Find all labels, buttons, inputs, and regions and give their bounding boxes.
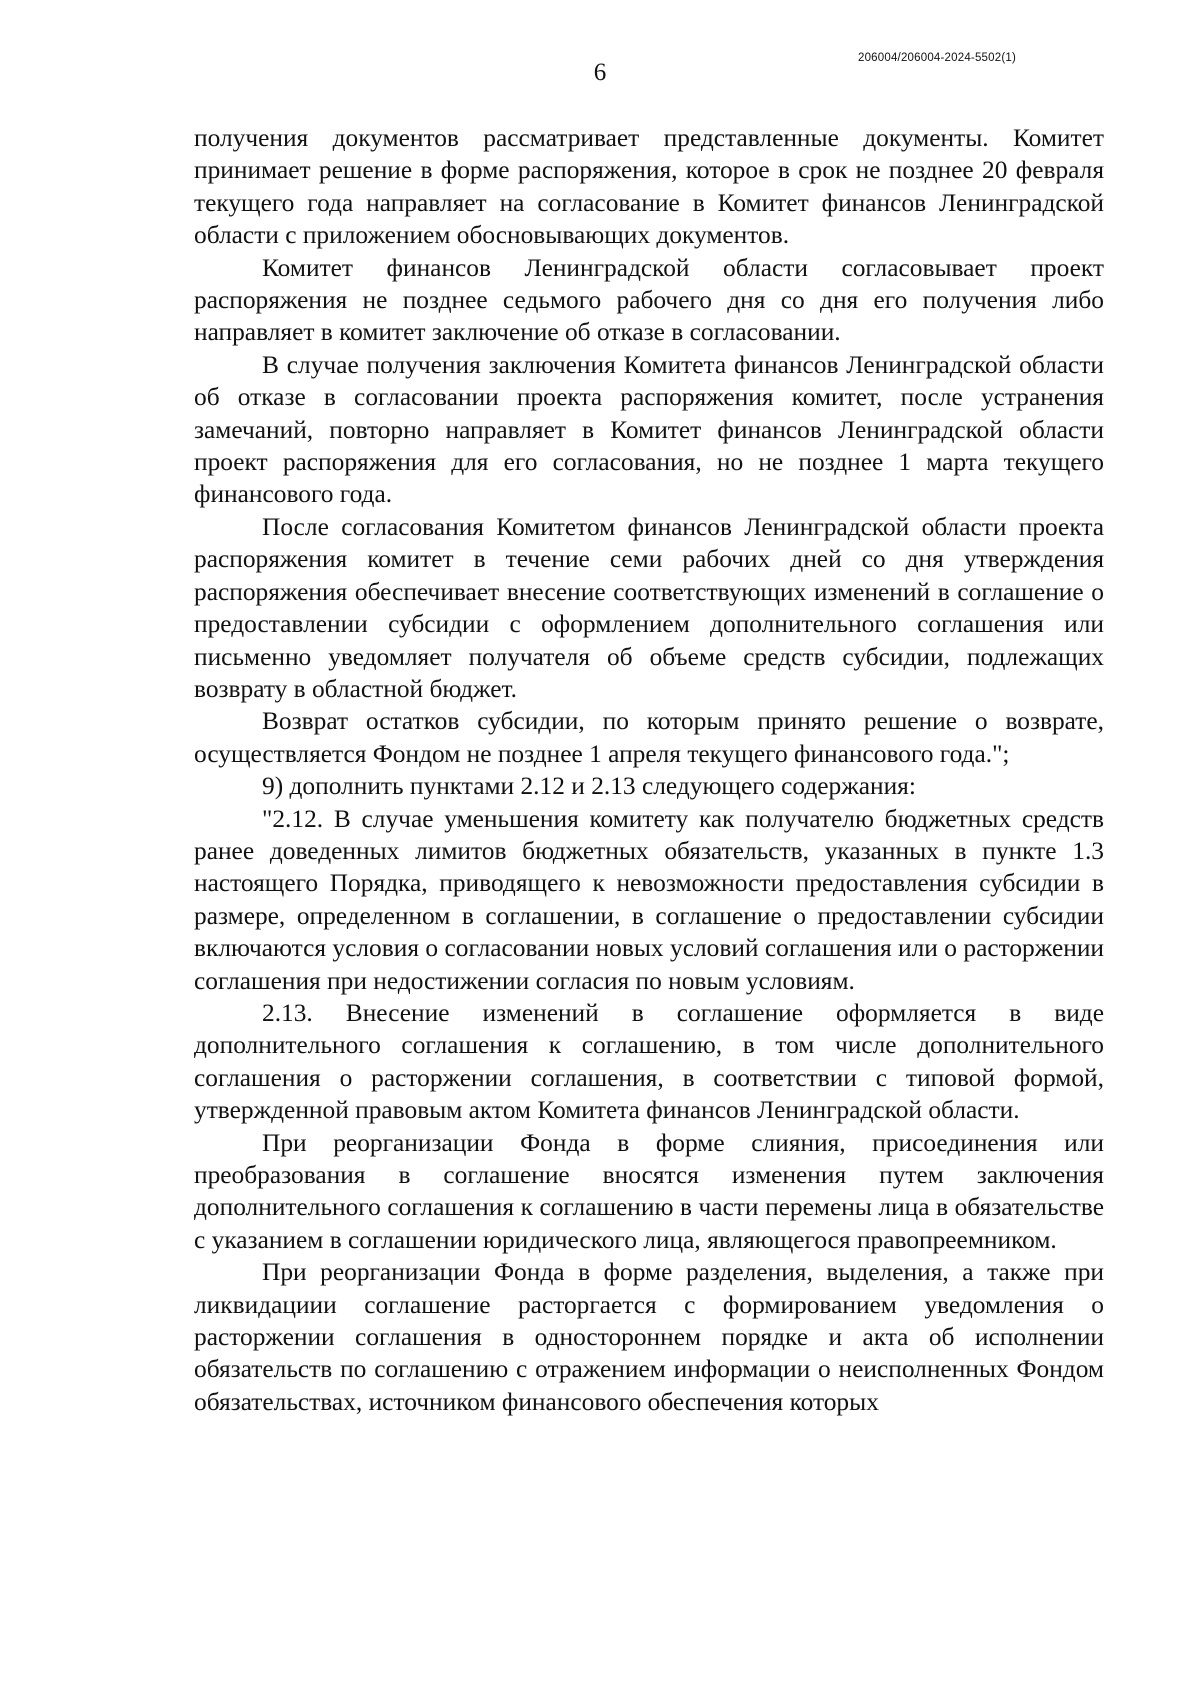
- document-body: [194, 122, 1104, 1418]
- paragraph-9: При реорганизации Фонда в форме слияния, присоединения или преобразования в соглашение вносятся изменения путем заключения дополнительного соглашения к соглашению в части перемены лица в обязательстве с указанием в соглашении юридического лица, являющегося правопреемником.: [194, 1128, 1104, 1254]
- page-number: 6: [593, 59, 607, 86]
- paragraph-8: 2.13. Внесение изменений в соглашение оформляется в виде дополнительного соглашения к соглашению, в том числе дополнительного соглашения о расторжении соглашения, в соответствии с типовой формой, утвержденной правовым актом Комитета финансов Ленинградской области.: [194, 998, 1104, 1125]
- document-id: 206004/206004-2024-5502(1): [857, 52, 1016, 64]
- paragraph-4: После согласования Комитетом финансов Ленинградской области проекта распоряжения комитет в течение семи рабочих дней со дня утверждения распоряжения обеспечивает внесение соответствующих изменений в соглашение о предоставлении субсидии с оформлением дополнительного соглашения или письменно уведомляет получателя об объеме средств субсидии, подлежащих возврату в областной бюджет.: [194, 512, 1104, 703]
- paragraph-10: При реорганизации Фонда в форме разделения, выделения, а также при ликвидациии соглашение расторгается с формированием уведомления о расторжении соглашения в одностороннем порядке и акта об исполнении обязательств по соглашению с отражением информации о неисполненных Фондом обязательствах, источником финансового обеспечения которых: [194, 1258, 1104, 1416]
- paragraph-2: Комитет финансов Ленинградской области согласовывает проект распоряжения не позднее седьмого рабочего дня со дня его получения либо направляет в комитет заключение об отказе в согласовании.: [194, 253, 1104, 347]
- paragraph-5: Возврат остатков субсидии, по которым принято решение о возврате, осуществляется Фондом не позднее 1 апреля текущего финансового года.";: [194, 707, 1104, 768]
- paragraph-7: "2.12. В случае уменьшения комитету как получателю бюджетных средств ранее доведенных лимитов бюджетных обязательств, указанных в пункте 1.3 настоящего Порядка, приводящего к невозможности предоставления субсидии в размере, определенном в соглашении, в соглашение о предоставлении субсидии включаются условия о согласовании новых условий соглашения или о расторжении соглашения при недостижении согласия по новым условиям.: [194, 804, 1104, 995]
- paragraph-6: 9) дополнить пунктами 2.12 и 2.13 следующего содержания:: [262, 772, 916, 801]
- paragraph-1: получения документов рассматривает представленные документы. Комитет принимает решение в форме распоряжения, которое в срок не позднее 20 февраля текущего года направляет на согласование в Комитет финансов Ленинградской области с приложением обосновывающих документов.: [194, 124, 1104, 250]
- paragraph-3: В случае получения заключения Комитета финансов Ленинградской области об отказе в согласовании проекта распоряжения комитет, после устранения замечаний, повторно направляет в Комитет финансов Ленинградской области проект распоряжения для его согласования, но не позднее 1 марта текущего финансового года.: [194, 350, 1104, 509]
